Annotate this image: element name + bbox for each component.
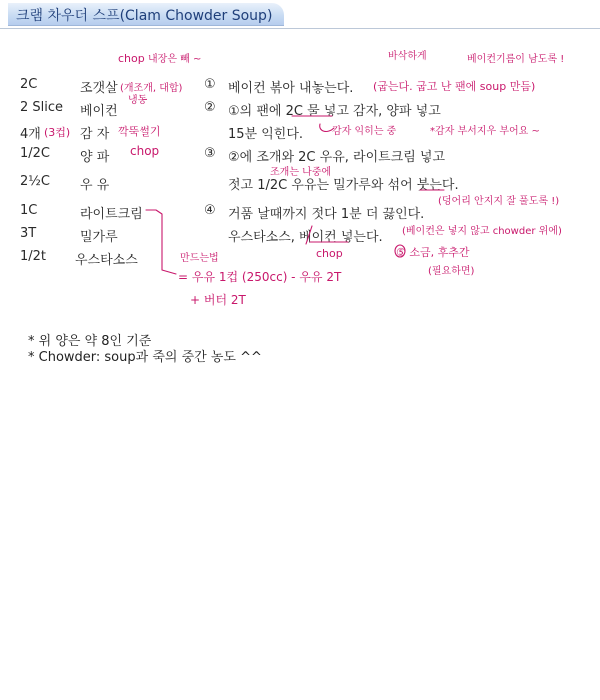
ingredient-name: 라이트크림: [80, 207, 143, 222]
ingredient-qty-note: (3컵): [44, 126, 71, 139]
onion-chop-note: chop: [130, 144, 160, 158]
step-text: 우스타소스, 베이컨 넣는다.: [228, 230, 383, 245]
ingredient-name: 베이컨: [80, 104, 118, 119]
ingredient-qty: 2C: [20, 77, 38, 92]
lumps-note: (덩어리 안지지 잘 풀도록 !): [438, 196, 560, 207]
ingredient-qty: 1C: [20, 203, 38, 218]
cream-sub-line: = 우유 1컵 (250cc) - 우유 2T: [178, 270, 342, 284]
ingredient-qty: 2 Slice: [20, 100, 64, 115]
step-text: 거품 날때까지 젓다 1분 더 끓인다.: [228, 207, 425, 222]
crispy-paren-note: (굽는다. 굽고 난 팬에 soup 만듬): [373, 80, 536, 93]
ingredient-name: 밀가루: [80, 230, 118, 245]
bacon-fat-note: 베이컨기름이 남도록 !: [467, 54, 565, 65]
ingredient-name: 양 파: [80, 150, 110, 165]
ingredient-qty: 2½C: [20, 174, 50, 189]
step-text: 젓고 1/2C 우유는 밀가루와 섞어 붓는다.: [228, 178, 459, 193]
ingredient-name: 우스타소스: [75, 253, 138, 268]
bacon-chop-note: chop: [316, 247, 343, 260]
ingredient-name: 감 자: [80, 127, 110, 142]
footnote-consistency: * Chowder: soup과 죽의 중간 농도 ^^: [28, 350, 262, 365]
potato-cut-note: 깍뚝썰기: [118, 125, 161, 138]
ingredient-qty: 4개: [20, 127, 41, 142]
step-number: ④: [204, 203, 216, 218]
footnote-servings: * 위 양은 약 8인 기준: [28, 334, 152, 349]
bacon-end-note: (베이컨은 넣지 않고 chowder 위에): [402, 226, 562, 237]
potato-break-note: *감자 부서지우 부어요 ~: [430, 126, 540, 137]
cream-sub-title: 만드는법: [180, 253, 219, 264]
ingredient-name: 우 유: [80, 178, 110, 193]
step-number: ②: [204, 100, 216, 115]
cream-sub-line2: + 버터 2T: [190, 293, 246, 307]
ingredient-name: 조갯살: [80, 81, 118, 96]
step-text: ①의 팬에 2C 물 넣고 감자, 양파 넣고: [228, 104, 441, 119]
salt-pepper-note: ⑤ 소금, 후추간: [396, 246, 470, 259]
step-text: 15분 익힌다.: [228, 127, 304, 142]
step-number: ③: [204, 146, 216, 161]
salt-pepper-sub-note: (필요하면): [428, 266, 475, 277]
page-title: 크램 차우더 스프(Clam Chowder Soup): [16, 8, 273, 24]
clam-chop-note: chop: [118, 52, 145, 65]
clam-top-note: 내장은 빼 ~: [148, 54, 202, 65]
ingredient-qty: 1/2C: [20, 146, 50, 161]
step-text: ②에 조개와 2C 우유, 라이트크림 넣고: [228, 150, 446, 165]
step-text: 베이컨 볶아 내놓는다.: [228, 81, 354, 96]
crispy-top-note: 바삭하게: [388, 51, 427, 62]
step-number: ①: [204, 77, 216, 92]
ingredient-qty: 1/2t: [20, 249, 47, 264]
ingredient-qty: 3T: [20, 226, 37, 241]
clam-later-note: 조개는 나중에: [270, 167, 332, 178]
clam-paren-note: (개조개, 대합): [120, 83, 183, 94]
clam-sub-note: 냉동: [128, 95, 148, 106]
potato-cook-note: 감자 익히는 중: [332, 126, 397, 137]
